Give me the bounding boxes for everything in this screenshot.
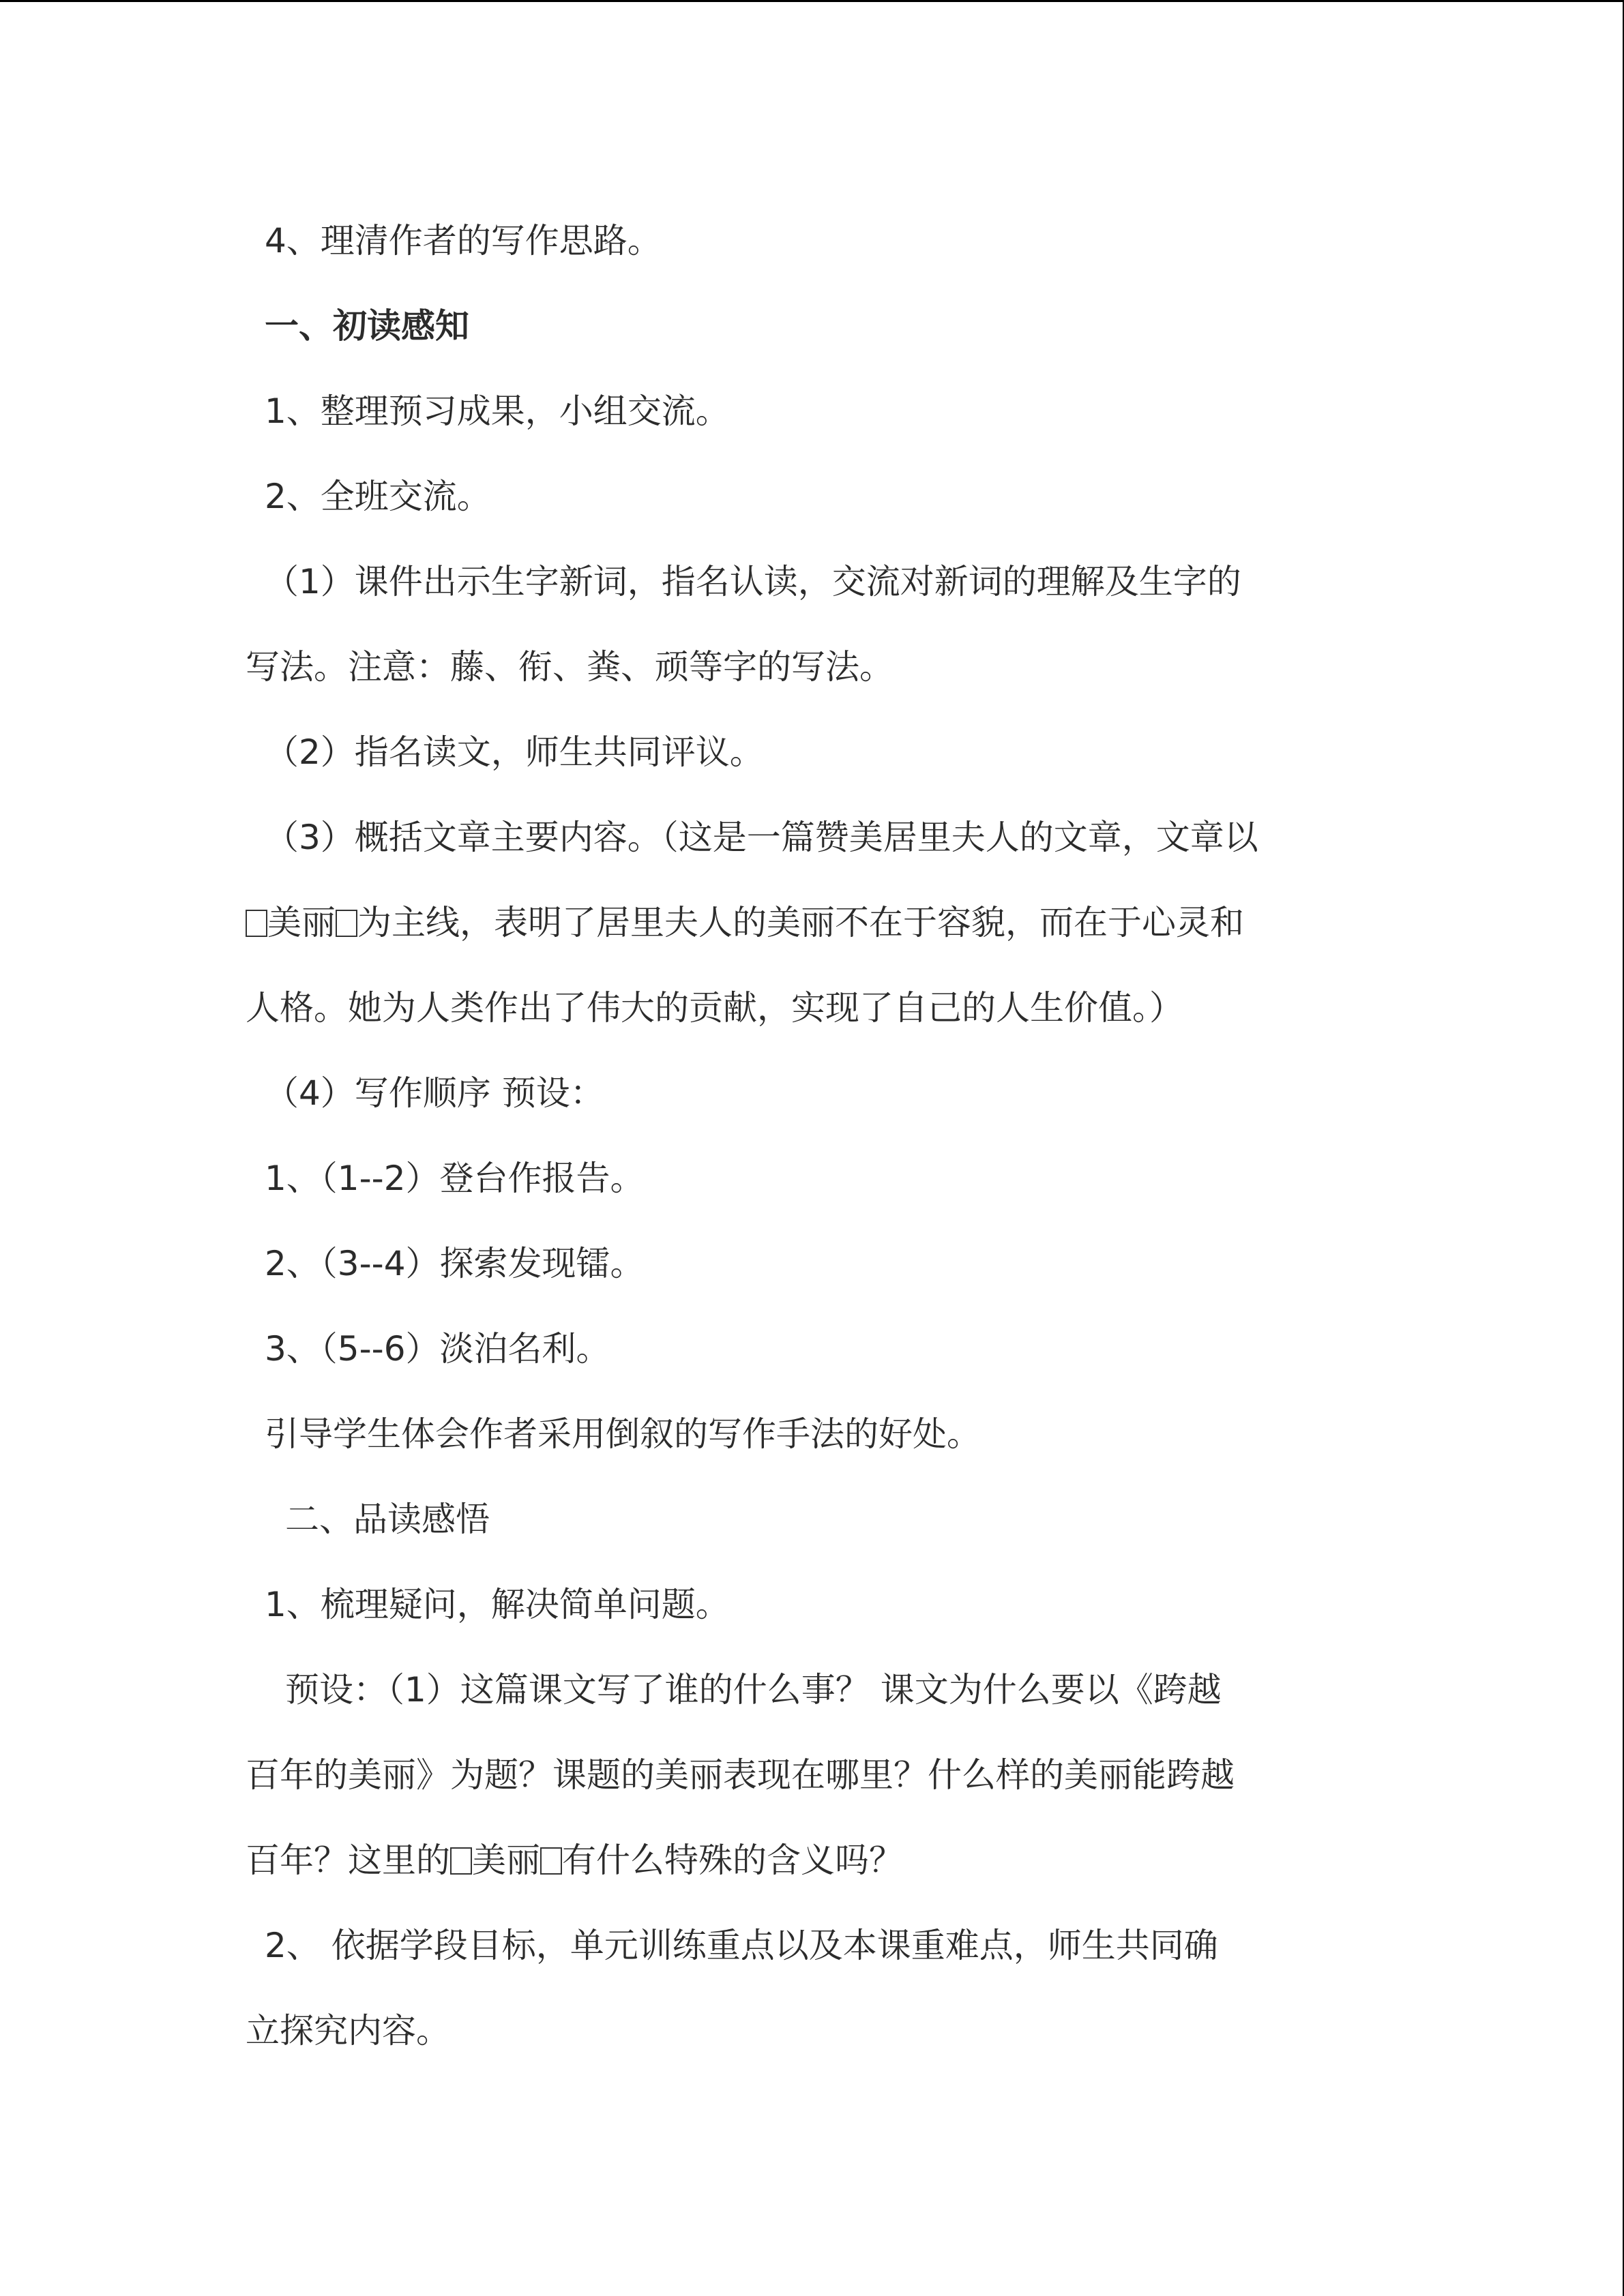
text-line: 写法。注意：藤、衔、粪、顽等字的写法。 [246,647,894,687]
text-segment: 有什么特殊的含义吗？ [562,1840,903,1880]
text-line: 预设：（1）这篇课文写了谁的什么事？ 课文为什么要以《跨越 [285,1670,1222,1710]
text-segment: 百年？这里的 [246,1840,450,1880]
text-line: 2、全班交流。 [265,477,491,516]
text-line: 2、 依据学段目标，单元训练重点以及本课重难点，师生共同确 [265,1926,1218,1965]
missing-glyph-box [336,910,357,937]
text-line: （4）写作顺序 预设： [265,1073,604,1113]
missing-glyph-box [450,1847,472,1875]
text-line: （3）概括文章主要内容。（这是一篇赞美居里夫人的文章，文章以 [265,818,1258,857]
text-line [246,1834,1391,1920]
text-line: 人格。她为人类作出了伟大的贡献，实现了自己的人生价值。） [246,988,1183,1028]
text-line: （2）指名读文，师生共同评议。 [265,732,764,772]
missing-glyph-box [540,1847,562,1875]
text-line: 2、（3--4）探索发现镭。 [265,1244,645,1283]
text-line: 1、整理预习成果，小组交流。 [265,391,730,431]
text-line: （1）课件出示生字新词，指名认读，交流对新词的理解及生字的 [265,562,1241,601]
text-line: 引导学生体会作者采用倒叙的写作手法的好处。 [265,1414,981,1454]
text-segment: 为主线，表明了居里夫人的美丽不在于容貌，而在于心灵和 [357,903,1244,942]
text-line [246,897,1391,982]
text-line: 1、（1--2）登台作报告。 [265,1159,645,1198]
text-line: 3、（5--6）淡泊名利。 [265,1329,610,1369]
text-line: 1、梳理疑问，解决简单问题。 [265,1585,730,1624]
text-line: 百年的美丽》为题？课题的美丽表现在哪里？什么样的美丽能跨越 [246,1755,1235,1795]
text-line: 4、理清作者的写作思路。 [265,221,662,260]
text-segment: 美丽 [472,1840,540,1880]
section-heading: 一、初读感知 [265,306,469,346]
text-line: 立探究内容。 [246,2011,450,2051]
text-segment: 美丽 [267,903,336,942]
section-heading: 二、品读感悟 [285,1500,490,1539]
missing-glyph-box [246,910,267,937]
document-body [246,215,1391,2090]
